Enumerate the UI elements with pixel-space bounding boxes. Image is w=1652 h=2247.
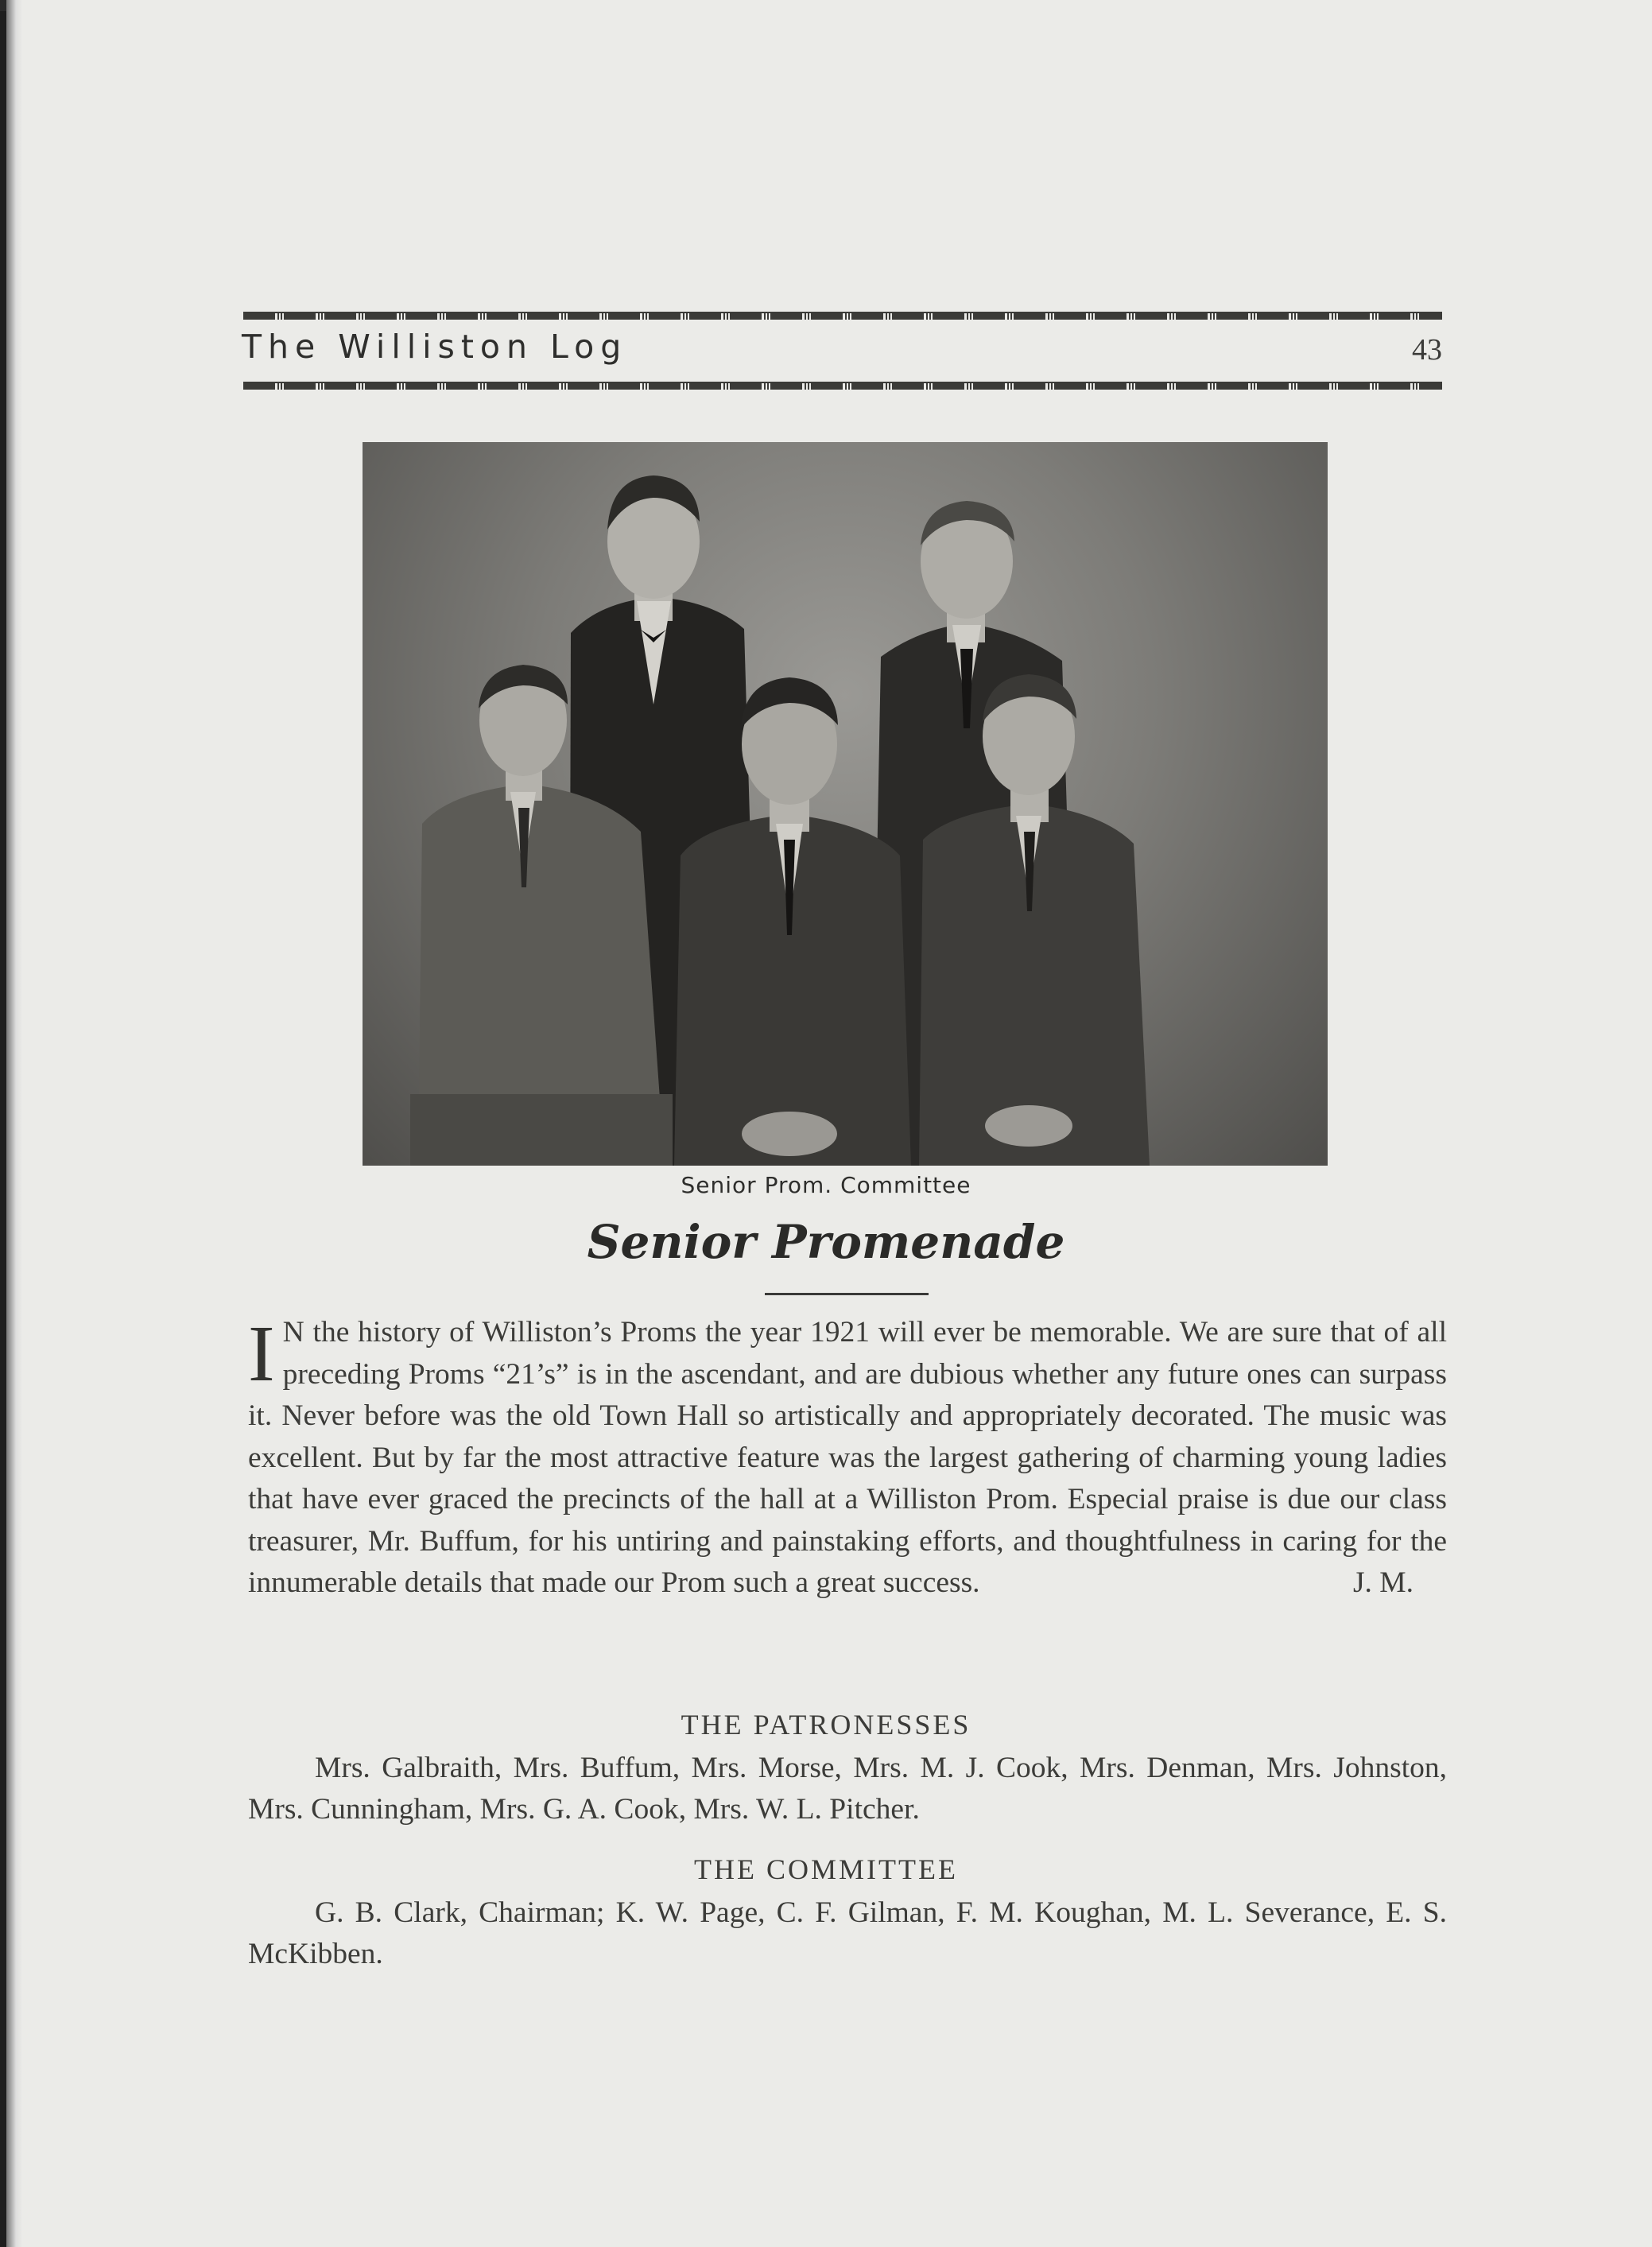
running-title: The Williston Log <box>242 328 628 366</box>
article-paragraph: N the history of Williston’s Proms the year 1921 will ever be memorable. We are sure that of all preceding Proms “21’s” is in the ascendant, and are dubious whether any future ones can surpass it. Never before was the old Town Hall so artistically and appropriately decorated. The music was excellent. But by far the most attractive feature was the largest gathering of charming young ladies that have ever graced the precincts of the hall at a Williston Prom. Especial praise is due our class treasurer, Mr. Buffum, for his untiring and painstaking efforts, and thoughtfulness in caring for the innumerable details that made our Prom such a great success. <box>248 1316 1447 1599</box>
photograph-figures <box>363 442 1328 1166</box>
title-underline <box>765 1293 929 1295</box>
article-title: Senior Promenade <box>587 1215 1065 1269</box>
header-rule-bottom <box>243 382 1442 390</box>
patronesses-list: Mrs. Galbraith, Mrs. Buffum, Mrs. Morse, Mrs. M. J. Cook, Mrs. Denman, Mrs. Johnston, Mrs. Cunningham, Mrs. G. A. Cook, Mrs. W. L. Pitcher. <box>248 1752 1447 1826</box>
patronesses-heading: THE PATRONESSES <box>681 1709 971 1741</box>
committee-heading: THE COMMITTEE <box>694 1853 958 1885</box>
page-number: 43 <box>1412 333 1442 367</box>
author-signature: J. M. <box>1352 1566 1414 1599</box>
photo-caption: Senior Prom. Committee <box>681 1172 971 1198</box>
committee-photograph <box>363 442 1328 1166</box>
committee-list: G. B. Clark, Chairman; K. W. Page, C. F. Gilman, F. M. Koughan, M. L. Severance, E. S. McKibben. <box>248 1896 1447 1970</box>
header-rule-top <box>243 312 1442 320</box>
drop-cap: I <box>248 1309 275 1398</box>
article-body <box>248 1309 1447 1605</box>
